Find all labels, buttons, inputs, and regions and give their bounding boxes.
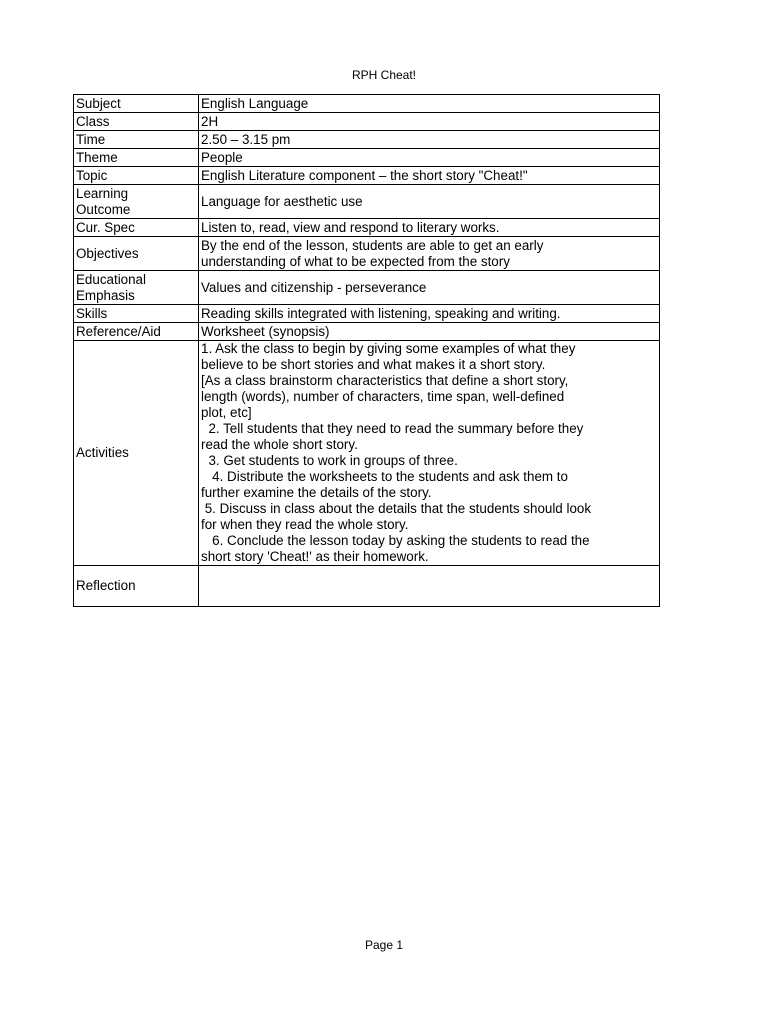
- row-value: [199, 566, 660, 607]
- row-label: Activities: [74, 341, 199, 566]
- row-value: 2.50 – 3.15 pm: [199, 131, 660, 149]
- activity-line: length (words), number of characters, time span, well-defined: [201, 389, 565, 404]
- activity-line: 1. Ask the class to begin by giving some examples of what they: [201, 341, 576, 356]
- activity-line: 6. Conclude the lesson today by asking the students to read the: [201, 533, 590, 548]
- activity-line: further examine the details of the story.: [201, 485, 432, 500]
- row-value: English Language: [199, 95, 660, 113]
- row-value: English Literature component – the short story "Cheat!": [199, 167, 660, 185]
- activity-line: believe to be short stories and what makes it a short story.: [201, 357, 546, 372]
- row-value: Reading skills integrated with listening, speaking and writing.: [199, 305, 660, 323]
- activity-line: [As a class brainstorm characteristics that define a short story,: [201, 373, 569, 388]
- row-time: [74, 131, 660, 149]
- activity-line: 3. Get students to work in groups of three.: [201, 453, 458, 468]
- row-value: Listen to, read, view and respond to literary works.: [199, 219, 660, 237]
- activity-line: 4. Distribute the worksheets to the students and ask them to: [201, 469, 568, 484]
- row-label: Learning Outcome: [74, 185, 199, 219]
- row-cur-spec: [74, 219, 660, 237]
- row-educational-emphasis: [74, 271, 660, 305]
- row-value: By the end of the lesson, students are able to get an early understanding of what to be expected from the story: [199, 237, 660, 271]
- row-theme: [74, 149, 660, 167]
- row-value: Language for aesthetic use: [199, 185, 660, 219]
- row-learning-outcome: [74, 185, 660, 219]
- activity-line: 5. Discuss in class about the details that the students should look: [201, 501, 592, 516]
- row-label: Cur. Spec: [74, 219, 199, 237]
- activity-line: plot, etc]: [201, 405, 252, 420]
- row-label: Class: [74, 113, 199, 131]
- row-label: Skills: [74, 305, 199, 323]
- row-label: Topic: [74, 167, 199, 185]
- page-number: Page 1: [364, 938, 404, 952]
- row-label: Time: [74, 131, 199, 149]
- row-reference-aid: [74, 323, 660, 341]
- row-skills: [74, 305, 660, 323]
- row-value: Values and citizenship - perseverance: [199, 271, 660, 305]
- row-subject: [74, 95, 660, 113]
- row-label: Subject: [74, 95, 199, 113]
- row-label: Objectives: [74, 237, 199, 271]
- lesson-plan-table: [73, 94, 660, 607]
- row-activities: [74, 341, 660, 566]
- page-title: RPH Cheat!: [351, 68, 417, 82]
- activity-line: short story 'Cheat!' as their homework.: [201, 549, 429, 564]
- row-label: Reflection: [74, 566, 199, 607]
- row-value: Worksheet (synopsis): [199, 323, 660, 341]
- row-label: Reference/Aid: [74, 323, 199, 341]
- activity-line: read the whole short story.: [201, 437, 358, 452]
- activity-line: 2. Tell students that they need to read the summary before they: [201, 421, 584, 436]
- row-objectives: [74, 237, 660, 271]
- row-reflection: [74, 566, 660, 607]
- activity-line: for when they read the whole story.: [201, 517, 409, 532]
- row-class: [74, 113, 660, 131]
- row-label: Educational Emphasis: [74, 271, 199, 305]
- row-value: People: [199, 149, 660, 167]
- row-value: [199, 341, 660, 566]
- row-value: 2H: [199, 113, 660, 131]
- row-label: Theme: [74, 149, 199, 167]
- row-topic: [74, 167, 660, 185]
